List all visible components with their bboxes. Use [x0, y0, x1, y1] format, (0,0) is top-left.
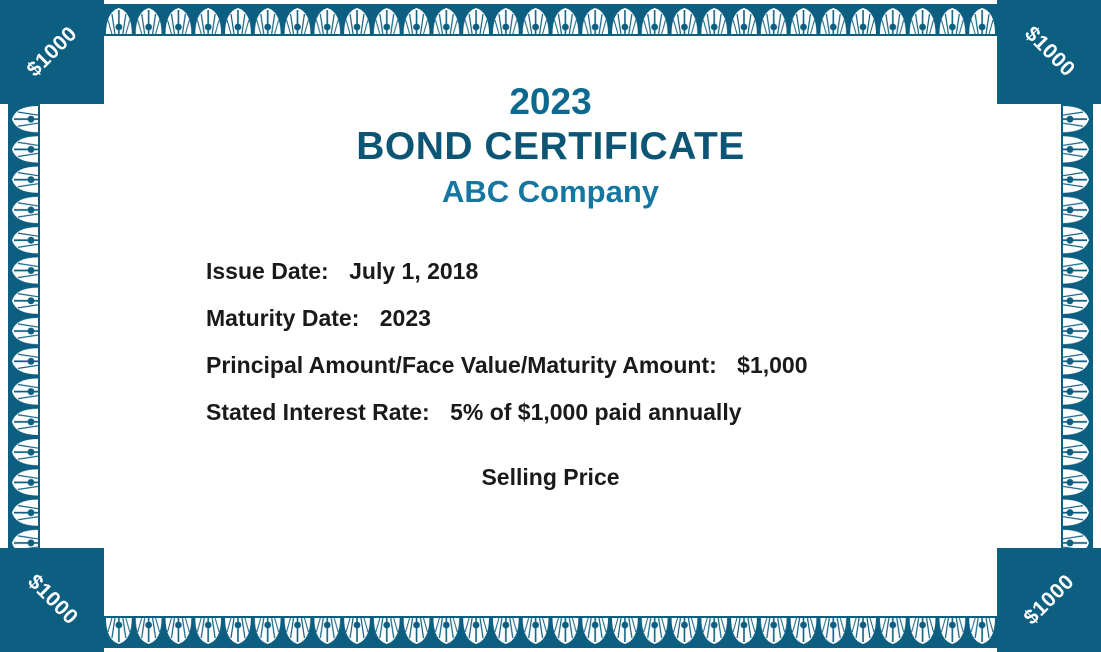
detail-row — [206, 398, 957, 425]
denomination-label: $1000 — [21, 21, 82, 82]
corner-denomination-bottom-right — [997, 548, 1101, 652]
certificate-content — [104, 44, 997, 608]
detail-value: $1,000 — [737, 351, 808, 378]
selling-price-label: Selling Price — [481, 463, 620, 490]
detail-label: Issue Date: — [206, 257, 329, 284]
corner-denomination-top-right — [997, 0, 1101, 104]
detail-row — [206, 304, 957, 331]
detail-row — [206, 257, 957, 284]
detail-label: Stated Interest Rate: — [206, 398, 430, 425]
corner-denomination-bottom-left — [0, 548, 104, 652]
detail-label: Principal Amount/Face Value/Maturity Amount: — [206, 351, 717, 378]
detail-value: 2023 — [379, 304, 431, 331]
denomination-label: $1000 — [22, 569, 83, 630]
bottom-ornament-border — [104, 616, 997, 648]
detail-label: Maturity Date: — [206, 304, 360, 331]
certificate-title: BOND CERTIFICATE — [356, 124, 745, 168]
certificate-details — [144, 257, 957, 425]
certificate-company: ABC Company — [441, 173, 659, 209]
corner-denomination-top-left — [0, 0, 104, 104]
left-ornament-border — [8, 104, 40, 548]
detail-value: 5% of $1,000 paid annually — [450, 398, 742, 425]
right-ornament-border — [1061, 104, 1093, 548]
denomination-label: $1000 — [1019, 21, 1080, 82]
top-ornament-border — [104, 4, 997, 36]
detail-row — [206, 351, 957, 378]
denomination-label: $1000 — [1018, 569, 1079, 630]
detail-value: July 1, 2018 — [349, 257, 479, 284]
certificate-year: 2023 — [509, 81, 592, 122]
